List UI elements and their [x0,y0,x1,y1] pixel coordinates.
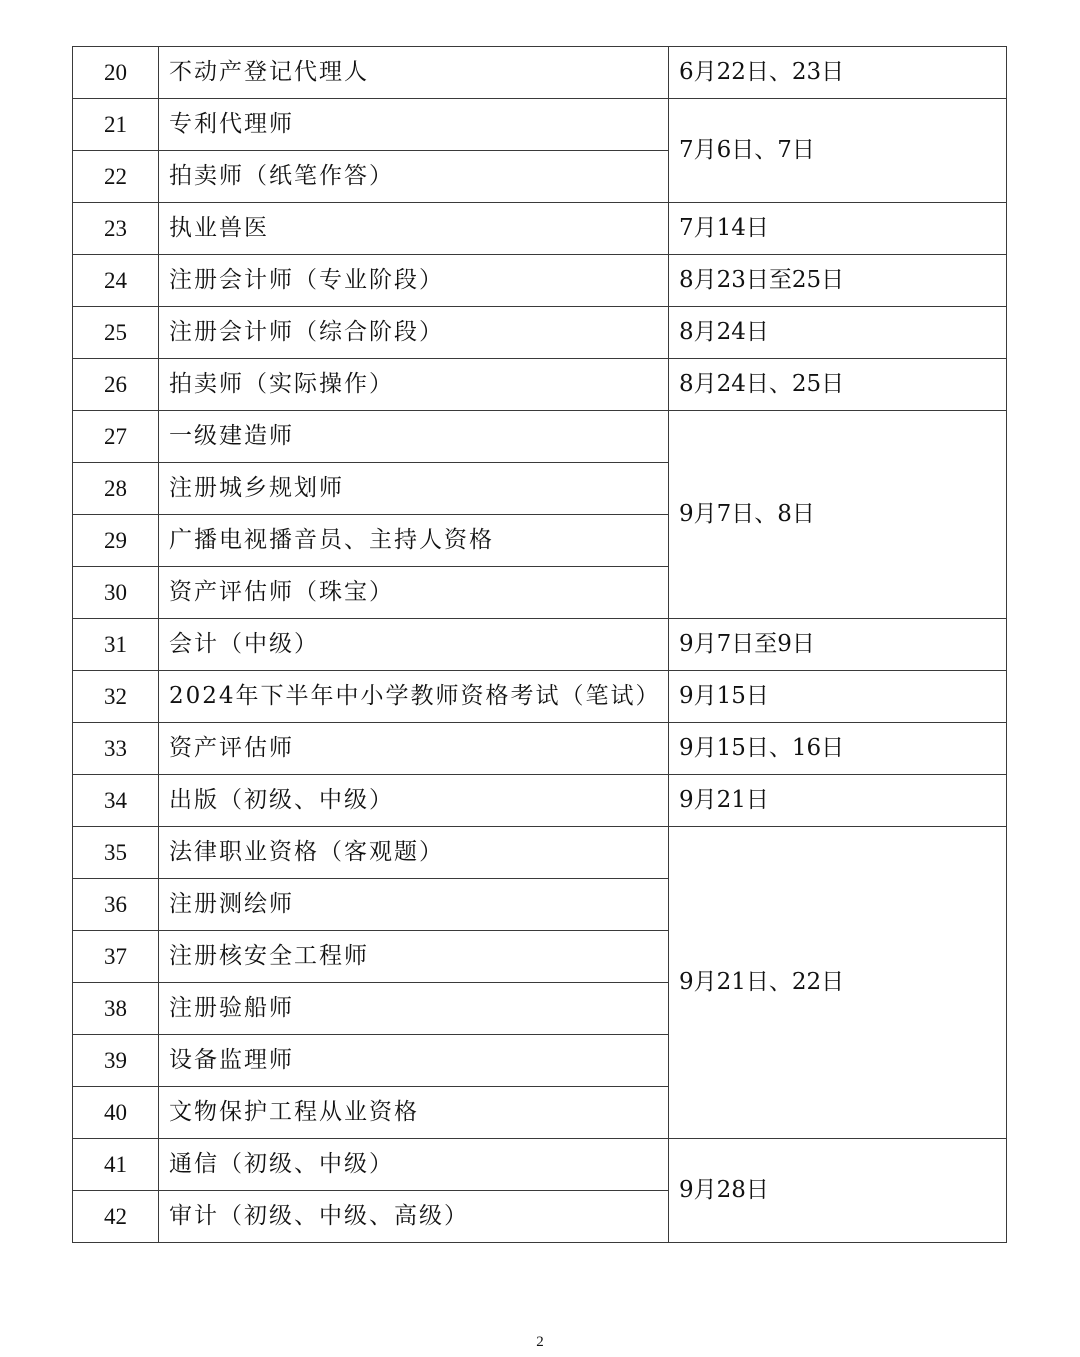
row-number: 39 [73,1035,159,1087]
table-row [73,359,1007,411]
exam-date: 6月22日、23日 [669,47,1007,99]
exam-name: 法律职业资格（客观题） [159,827,669,879]
exam-name: 出版（初级、中级） [159,775,669,827]
exam-date: 9月15日、16日 [669,723,1007,775]
row-number: 25 [73,307,159,359]
exam-name: 资产评估师 [159,723,669,775]
table-row [73,411,1007,463]
exam-date: 9月21日 [669,775,1007,827]
exam-name: 拍卖师（纸笔作答） [159,151,669,203]
exam-date: 8月24日 [669,307,1007,359]
page-number: 2 [536,1334,544,1350]
exam-date: 9月28日 [669,1139,1007,1243]
row-number: 22 [73,151,159,203]
row-number: 29 [73,515,159,567]
row-number: 37 [73,931,159,983]
row-number: 20 [73,47,159,99]
exam-name: 一级建造师 [159,411,669,463]
exam-date: 9月21日、22日 [669,827,1007,1139]
row-number: 34 [73,775,159,827]
exam-date: 9月15日 [669,671,1007,723]
exam-date: 7月6日、7日 [669,99,1007,203]
exam-name: 2024年下半年中小学教师资格考试（笔试） [159,671,669,723]
row-number: 28 [73,463,159,515]
table-row [73,827,1007,879]
exam-name: 注册城乡规划师 [159,463,669,515]
exam-date: 7月14日 [669,203,1007,255]
row-number: 41 [73,1139,159,1191]
row-number: 23 [73,203,159,255]
table-row [73,723,1007,775]
exam-date: 9月7日、8日 [669,411,1007,619]
row-number: 33 [73,723,159,775]
table-row [73,775,1007,827]
exam-name: 文物保护工程从业资格 [159,1087,669,1139]
exam-name: 审计（初级、中级、高级） [159,1191,669,1243]
table-row [73,47,1007,99]
table-row [73,671,1007,723]
table-row [73,619,1007,671]
exam-name: 专利代理师 [159,99,669,151]
row-number: 42 [73,1191,159,1243]
row-number: 40 [73,1087,159,1139]
exam-date: 9月7日至9日 [669,619,1007,671]
exam-date: 8月23日至25日 [669,255,1007,307]
exam-name: 通信（初级、中级） [159,1139,669,1191]
exam-name: 注册会计师（综合阶段） [159,307,669,359]
row-number: 32 [73,671,159,723]
row-number: 26 [73,359,159,411]
exam-name: 会计（中级） [159,619,669,671]
exam-name: 注册核安全工程师 [159,931,669,983]
exam-name: 注册验船师 [159,983,669,1035]
exam-name: 资产评估师（珠宝） [159,567,669,619]
exam-name: 执业兽医 [159,203,669,255]
row-number: 30 [73,567,159,619]
row-number: 35 [73,827,159,879]
table-row [73,203,1007,255]
exam-date: 8月24日、25日 [669,359,1007,411]
table-row [73,307,1007,359]
exam-name: 广播电视播音员、主持人资格 [159,515,669,567]
exam-name: 注册测绘师 [159,879,669,931]
exam-schedule-table-body [73,47,1007,1243]
table-row [73,99,1007,151]
exam-name: 设备监理师 [159,1035,669,1087]
exam-name: 不动产登记代理人 [159,47,669,99]
row-number: 24 [73,255,159,307]
row-number: 38 [73,983,159,1035]
exam-name: 注册会计师（专业阶段） [159,255,669,307]
exam-schedule-table [72,46,1007,1243]
row-number: 31 [73,619,159,671]
table-row [73,255,1007,307]
row-number: 27 [73,411,159,463]
table-row [73,1139,1007,1191]
row-number: 21 [73,99,159,151]
exam-name: 拍卖师（实际操作） [159,359,669,411]
row-number: 36 [73,879,159,931]
